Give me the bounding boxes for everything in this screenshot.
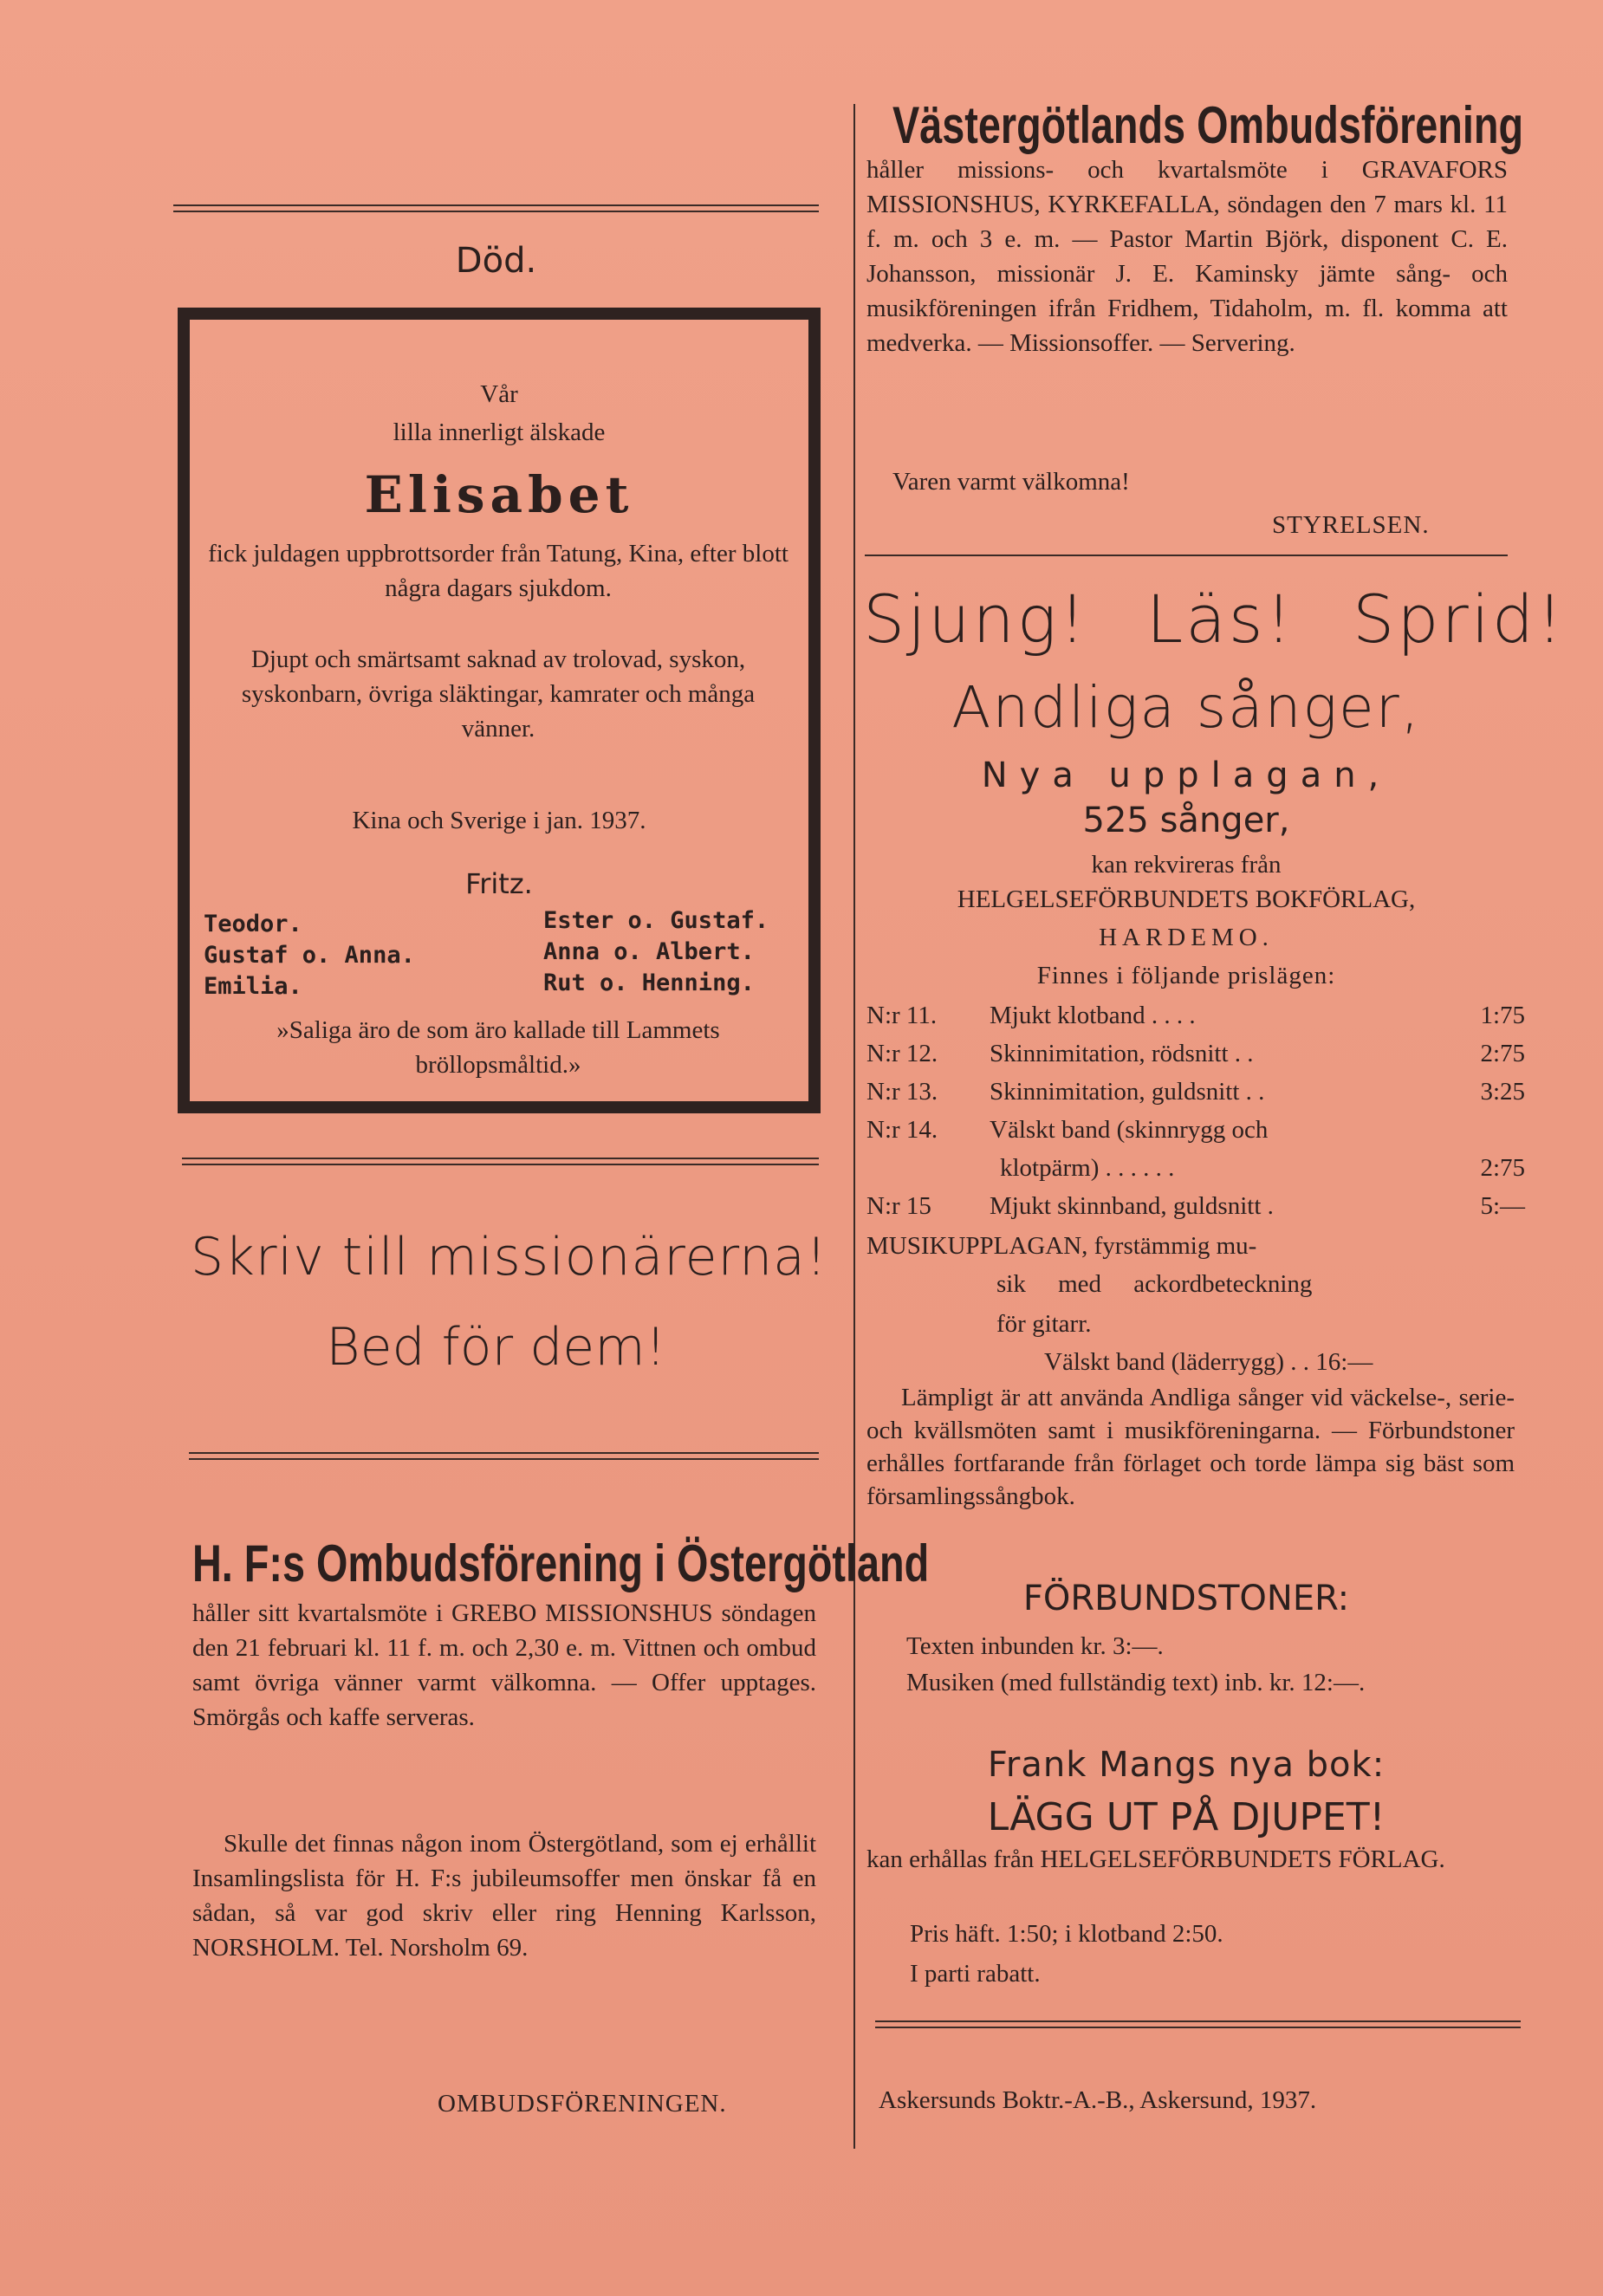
- musik-line-2: sik med ackordbeteckning: [996, 1270, 1313, 1298]
- ad-headline: Sjung! Läs! Sprid!: [863, 580, 1566, 658]
- price-value: 2:75: [1480, 1040, 1525, 1067]
- obit-family-left: [204, 909, 415, 1002]
- ad-publisher: HELGELSEFÖRBUNDETS BOKFÖRLAG,: [957, 885, 1416, 913]
- price-desc: Mjukt skinnband, guldsnitt .: [990, 1192, 1274, 1220]
- slogan-bed: Bed för dem!: [326, 1317, 666, 1378]
- obituary-box: [178, 308, 821, 1113]
- price-value: 3:25: [1480, 1078, 1525, 1106]
- lampligt-text: Lämpligt är att använda Andliga sånger vid väckelse-, serie- och kvällsmöten samt i musikföreningarna. — Förbundstoner erhålles fortfarande från förlaget och torde lämpa sig bäst som församlingssångbok.: [866, 1384, 1515, 1510]
- top-rule-left: [173, 204, 819, 206]
- family-member: Teodor.: [204, 911, 302, 937]
- price-nr: N:r 11.: [866, 1002, 938, 1029]
- ad-place: HARDEMO.: [1099, 924, 1274, 951]
- obit-text-saknad: Djupt och smärtsamt saknad av trolovad, syskon, syskonbarn, övriga släktingar, kamrater och många vänner.: [241, 645, 756, 743]
- forbundstoner-music: Musiken (med fullständig text) inb. kr. 12:—.: [906, 1669, 1366, 1696]
- family-member: Gustaf o. Anna.: [204, 942, 415, 969]
- ad-count: 525 sånger,: [1082, 801, 1290, 840]
- ad-order: kan rekvireras från: [1091, 851, 1282, 879]
- price-nr: N:r 12.: [866, 1040, 938, 1067]
- hf-signature: OMBUDSFÖRENINGEN.: [438, 2090, 727, 2118]
- family-member: Emilia.: [204, 973, 302, 1000]
- ad-title: Andliga sånger,: [951, 674, 1421, 741]
- musik-line-1: MUSIKUPPLAGAN, fyrstämmig mu-: [866, 1232, 1257, 1260]
- musik-line-3: för gitarr.: [996, 1310, 1092, 1338]
- price-desc: Skinnimitation, guldsnitt . .: [990, 1078, 1265, 1106]
- price-value: 2:75: [1480, 1154, 1525, 1182]
- mangs-heading: Frank Mangs nya bok:: [987, 1745, 1386, 1785]
- vg-heading: Västergötlands Ombudsförening: [892, 96, 1524, 154]
- obit-verse: »Saliga äro de som äro kallade till Lammets bröllopsmåltid.»: [276, 1016, 720, 1079]
- obit-fritz: Fritz.: [465, 867, 533, 900]
- ad-edition: Nya upplagan,: [981, 756, 1392, 795]
- price-nr: N:r 15: [866, 1192, 931, 1220]
- rule-after-vg: [865, 555, 1508, 556]
- hf-heading: H. F:s Ombudsförening i Östergötland: [192, 1534, 930, 1592]
- slogan-skriv: Skriv till missionärerna!: [191, 1227, 827, 1287]
- price-desc: Skinnimitation, rödsnitt . .: [990, 1040, 1254, 1067]
- price-nr: N:r 13.: [866, 1078, 938, 1106]
- obit-line-var: Vår: [480, 380, 518, 408]
- rule-before-imprint: [875, 2020, 1521, 2022]
- price-desc: klotpärm) . . . . . .: [1000, 1154, 1175, 1182]
- rule-after-obituary: [182, 1158, 819, 1159]
- obit-place-date: Kina och Sverige i jan. 1937.: [352, 807, 646, 834]
- price-value: 5:—: [1480, 1192, 1525, 1220]
- musik-line-4: Välskt band (läderrygg) . . 16:—: [1044, 1348, 1373, 1376]
- hf-text-meeting: håller sitt kvartalsmöte i GREBO MISSIONSHUS söndagen den 21 februari kl. 11 f. m. och 2,30 e. m. Vittnen och ombud samt övriga vänner varmt välkomna. — Offer upptages. Smörgås och kaffe serveras.: [192, 1599, 816, 1731]
- hf-text-insamling: Skulle det finnas någon inom Östergötland, som ej erhållit Insamlingslista för H. F:s jubileumsoffer men önskar få en sådan, så var god skriv eller ring Henning Karlsson, NORSHOLM. Tel. Norsholm 69.: [192, 1830, 816, 1962]
- family-member: Anna o. Albert.: [543, 938, 755, 965]
- ad-prices-intro: Finnes i följande prislägen:: [1036, 962, 1336, 989]
- column-divider: [853, 104, 855, 2149]
- forbundstoner-heading: FÖRBUNDSTONER:: [1022, 1579, 1350, 1618]
- obit-line-alskade: lilla innerligt älskade: [393, 418, 606, 446]
- family-member: Ester o. Gustaf.: [543, 907, 769, 934]
- vg-text: håller missions- och kvartalsmöte i GRAVAFORS MISSIONSHUS, KYRKEFALLA, söndagen den 7 mars kl. 11 f. m. och 3 e. m. — Pastor Martin Björk, disponent C. E. Johansson, missionär J. E. Kaminsky jämte sång- och musikföreningen ifrån Fridhem, Tidaholm, m. fl. komma att medverka. — Missionsoffer. — Servering.: [866, 156, 1508, 357]
- obit-text-uppbrott: fick juldagen uppbrottsorder från Tatung, Kina, efter blott några dagars sjukdom.: [208, 540, 789, 602]
- mangs-price: Pris häft. 1:50; i klotband 2:50.: [910, 1920, 1223, 1948]
- family-member: Rut o. Henning.: [543, 970, 755, 996]
- obit-name: Elisabet: [364, 465, 634, 524]
- price-desc: Mjukt klotband . . . .: [990, 1002, 1196, 1029]
- mangs-title: LÄGG UT PÅ DJUPET!: [987, 1795, 1386, 1839]
- vg-signature: STYRELSEN.: [1272, 511, 1430, 539]
- bleed-through-text: [173, 95, 814, 173]
- mangs-text: kan erhållas från HELGELSEFÖRBUNDETS FÖRLAG.: [866, 1845, 1445, 1873]
- printer-imprint: Askersunds Boktr.-A.-B., Askersund, 1937.: [879, 2086, 1317, 2114]
- price-nr: N:r 14.: [866, 1116, 938, 1144]
- price-value: 1:75: [1480, 1002, 1525, 1029]
- mangs-parti: I parti rabatt.: [910, 1960, 1041, 1988]
- obit-family-right: [543, 905, 769, 999]
- rule-after-slogan: [189, 1452, 819, 1454]
- forbundstoner-text: Texten inbunden kr. 3:—.: [906, 1632, 1164, 1660]
- dod-heading: Död.: [455, 241, 537, 281]
- price-desc: Välskt band (skinnrygg och: [990, 1116, 1269, 1144]
- vg-welcome: Varen varmt välkomna!: [892, 468, 1130, 496]
